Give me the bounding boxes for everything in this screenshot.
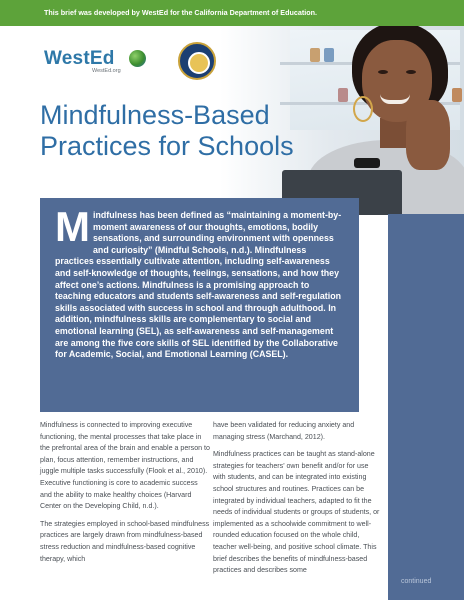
body-paragraph: Mindfulness is connected to improving executive functioning, the mental processes that take place in the prefrontal area of the brain and enable a person to plan, focus attention, remember instructions, and juggle multiple tasks successfully (Flook et al., 2010). Executive functioning is core to academic success and the ability to make healthy choices (Harvard Center on the Developing Child, n.d.). — [40, 421, 210, 511]
wested-url: WestEd.org — [92, 68, 121, 74]
intro-text: indfulness has been defined as “maintaining a moment-by-moment awareness of our thoughts, emotions, bodily sensations, and surrounding environment with openness and curiosity” (Mindful Schools, n.d.). Mindfulness practices essentially cultivate attention, including self-awareness and self-knowledge of thoughts, feelings, sensations, and how they affect one’s actions. Mindfulness is a promising approach to teaching educators and students self-awareness and self-regulation skills associated with success in school and through adulthood. In addition, mindfulness skills are complementary to social and emotional learning (SEL), as self-awareness and self-management are among the five core skills of SEL identified by the Collaborative for Academic, Social, and Emotional Learning (CASEL). — [55, 210, 342, 360]
body-paragraph: have been validated for reducing anxiety and managing stress (Marchand, 2012). — [213, 421, 355, 441]
body-paragraph: The strategies employed in school-based mindfulness practices are largely drawn from mindfulness-based stress reduction and mindfulness-based cognitive therapy, which — [40, 519, 210, 563]
intro-paragraph — [55, 203, 345, 361]
top-banner — [0, 0, 464, 26]
banner-text: This brief was developed by WestEd for the California Department of Education. — [44, 8, 318, 17]
decorative-side-block — [388, 214, 464, 600]
continued-label: continued — [401, 578, 432, 585]
wested-logo-text: WestEd — [44, 48, 115, 69]
body-column-left — [40, 420, 210, 571]
title-line-2: Practices for Schools — [40, 131, 294, 161]
page-title — [40, 100, 300, 162]
drop-cap: M — [55, 203, 90, 250]
california-state-seal-icon — [178, 42, 216, 80]
intro-box — [40, 198, 359, 412]
title-line-1: Mindfulness-Based — [40, 100, 270, 130]
globe-icon — [129, 50, 146, 67]
body-column-right — [213, 420, 383, 583]
body-paragraph: Mindfulness practices can be taught as stand-alone strategies for teachers’ own benefit and/or for use with students, and can be integrated into existing school structures and routines. Practices can be integrated by individual teachers, adapted to fit the needs of individual students or groups of students, or implemented as a schoolwide commitment to well-rounded education focused on the whole child, teacher well-being, and positive school climate. This brief describes the benefits of mindfulness-based practices and describes some — [213, 450, 380, 575]
